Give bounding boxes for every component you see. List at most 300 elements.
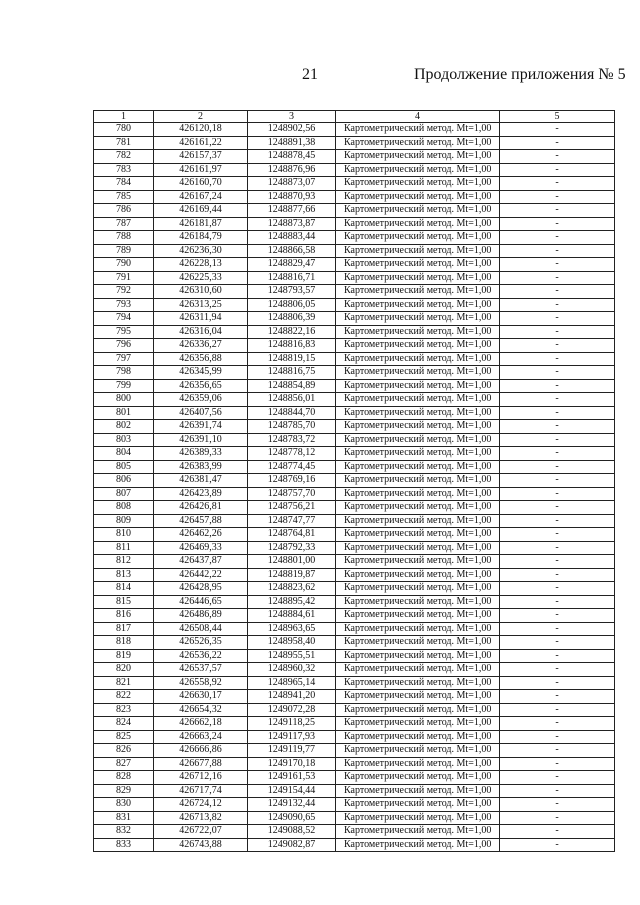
y-coordinate-cell: 1249082,87 (248, 838, 336, 852)
point-number-cell: 806 (94, 474, 154, 488)
table-row (94, 676, 615, 690)
point-number-cell: 818 (94, 636, 154, 650)
table-row (94, 420, 615, 434)
x-coordinate-cell: 426383,99 (154, 460, 248, 474)
y-coordinate-cell: 1248870,93 (248, 190, 336, 204)
method-cell: Картометрический метод. Mt=1,00 (336, 582, 500, 596)
method-cell: Картометрический метод. Mt=1,00 (336, 177, 500, 191)
x-coordinate-cell: 426446,65 (154, 595, 248, 609)
point-number-cell: 799 (94, 379, 154, 393)
point-number-cell: 786 (94, 204, 154, 218)
y-coordinate-cell: 1248793,57 (248, 285, 336, 299)
y-coordinate-cell: 1249072,28 (248, 703, 336, 717)
note-cell: - (500, 204, 615, 218)
y-coordinate-cell: 1249154,44 (248, 784, 336, 798)
note-cell: - (500, 339, 615, 353)
y-coordinate-cell: 1248819,15 (248, 352, 336, 366)
x-coordinate-cell: 426426,81 (154, 501, 248, 515)
note-cell: - (500, 487, 615, 501)
point-number-cell: 796 (94, 339, 154, 353)
method-cell: Картометрический метод. Mt=1,00 (336, 379, 500, 393)
table-row (94, 150, 615, 164)
table-row (94, 217, 615, 231)
point-number-cell: 826 (94, 744, 154, 758)
method-cell: Картометрический метод. Mt=1,00 (336, 271, 500, 285)
point-number-cell: 824 (94, 717, 154, 731)
method-cell: Картометрический метод. Mt=1,00 (336, 217, 500, 231)
x-coordinate-cell: 426663,24 (154, 730, 248, 744)
method-cell: Картометрический метод. Mt=1,00 (336, 190, 500, 204)
note-cell: - (500, 568, 615, 582)
y-coordinate-cell: 1248816,71 (248, 271, 336, 285)
x-coordinate-cell: 426169,44 (154, 204, 248, 218)
x-coordinate-cell: 426457,88 (154, 514, 248, 528)
x-coordinate-cell: 426311,94 (154, 312, 248, 326)
y-coordinate-cell: 1249170,18 (248, 757, 336, 771)
x-coordinate-cell: 426316,04 (154, 325, 248, 339)
page-number: 21 (302, 66, 318, 83)
point-number-cell: 823 (94, 703, 154, 717)
point-number-cell: 815 (94, 595, 154, 609)
x-coordinate-cell: 426167,24 (154, 190, 248, 204)
point-number-cell: 794 (94, 312, 154, 326)
table-row (94, 622, 615, 636)
x-coordinate-cell: 426160,70 (154, 177, 248, 191)
table-row (94, 555, 615, 569)
point-number-cell: 800 (94, 393, 154, 407)
method-cell: Картометрический метод. Mt=1,00 (336, 352, 500, 366)
y-coordinate-cell: 1248877,66 (248, 204, 336, 218)
point-number-cell: 827 (94, 757, 154, 771)
method-cell: Картометрический метод. Mt=1,00 (336, 447, 500, 461)
x-coordinate-cell: 426743,88 (154, 838, 248, 852)
x-coordinate-cell: 426336,27 (154, 339, 248, 353)
x-coordinate-cell: 426389,33 (154, 447, 248, 461)
y-coordinate-cell: 1248941,20 (248, 690, 336, 704)
method-cell: Картометрический метод. Mt=1,00 (336, 514, 500, 528)
y-coordinate-cell: 1249117,93 (248, 730, 336, 744)
note-cell: - (500, 730, 615, 744)
method-cell: Картометрический метод. Mt=1,00 (336, 798, 500, 812)
method-cell: Картометрический метод. Mt=1,00 (336, 460, 500, 474)
x-coordinate-cell: 426536,22 (154, 649, 248, 663)
table-row (94, 433, 615, 447)
note-cell: - (500, 190, 615, 204)
point-number-cell: 810 (94, 528, 154, 542)
method-cell: Картометрический метод. Mt=1,00 (336, 825, 500, 839)
y-coordinate-cell: 1249118,25 (248, 717, 336, 731)
method-cell: Картометрический метод. Mt=1,00 (336, 663, 500, 677)
method-cell: Картометрический метод. Mt=1,00 (336, 649, 500, 663)
point-number-cell: 803 (94, 433, 154, 447)
y-coordinate-cell: 1248756,21 (248, 501, 336, 515)
note-cell: - (500, 690, 615, 704)
y-coordinate-cell: 1248884,61 (248, 609, 336, 623)
note-cell: - (500, 663, 615, 677)
table-row (94, 784, 615, 798)
table-row (94, 136, 615, 150)
table-row (94, 231, 615, 245)
table-row (94, 609, 615, 623)
y-coordinate-cell: 1248856,01 (248, 393, 336, 407)
method-cell: Картометрический метод. Mt=1,00 (336, 420, 500, 434)
y-coordinate-cell: 1249132,44 (248, 798, 336, 812)
column-header: 5 (500, 111, 615, 123)
method-cell: Картометрический метод. Mt=1,00 (336, 244, 500, 258)
note-cell: - (500, 717, 615, 731)
y-coordinate-cell: 1248891,38 (248, 136, 336, 150)
x-coordinate-cell: 426225,33 (154, 271, 248, 285)
x-coordinate-cell: 426228,13 (154, 258, 248, 272)
table-row (94, 595, 615, 609)
method-cell: Картометрический метод. Mt=1,00 (336, 744, 500, 758)
x-coordinate-cell: 426423,89 (154, 487, 248, 501)
x-coordinate-cell: 426469,33 (154, 541, 248, 555)
y-coordinate-cell: 1248785,70 (248, 420, 336, 434)
note-cell: - (500, 555, 615, 569)
point-number-cell: 829 (94, 784, 154, 798)
x-coordinate-cell: 426537,57 (154, 663, 248, 677)
note-cell: - (500, 352, 615, 366)
x-coordinate-cell: 426630,17 (154, 690, 248, 704)
method-cell: Картометрический метод. Mt=1,00 (336, 676, 500, 690)
note-cell: - (500, 298, 615, 312)
method-cell: Картометрический метод. Mt=1,00 (336, 285, 500, 299)
y-coordinate-cell: 1248963,65 (248, 622, 336, 636)
x-coordinate-cell: 426437,87 (154, 555, 248, 569)
method-cell: Картометрический метод. Mt=1,00 (336, 622, 500, 636)
note-cell: - (500, 379, 615, 393)
table-body (94, 123, 615, 852)
note-cell: - (500, 622, 615, 636)
point-number-cell: 831 (94, 811, 154, 825)
method-cell: Картометрический метод. Mt=1,00 (336, 433, 500, 447)
table-row (94, 163, 615, 177)
method-cell: Картометрический метод. Mt=1,00 (336, 393, 500, 407)
point-number-cell: 793 (94, 298, 154, 312)
x-coordinate-cell: 426442,22 (154, 568, 248, 582)
x-coordinate-cell: 426161,97 (154, 163, 248, 177)
y-coordinate-cell: 1248769,16 (248, 474, 336, 488)
x-coordinate-cell: 426181,87 (154, 217, 248, 231)
point-number-cell: 792 (94, 285, 154, 299)
point-number-cell: 814 (94, 582, 154, 596)
note-cell: - (500, 528, 615, 542)
note-cell: - (500, 312, 615, 326)
note-cell: - (500, 838, 615, 852)
point-number-cell: 805 (94, 460, 154, 474)
x-coordinate-cell: 426428,95 (154, 582, 248, 596)
table-row (94, 541, 615, 555)
point-number-cell: 798 (94, 366, 154, 380)
column-header: 1 (94, 111, 154, 123)
table-row (94, 663, 615, 677)
method-cell: Картометрический метод. Mt=1,00 (336, 150, 500, 164)
note-cell: - (500, 474, 615, 488)
method-cell: Картометрический метод. Mt=1,00 (336, 501, 500, 515)
table-row (94, 123, 615, 137)
note-cell: - (500, 676, 615, 690)
table-row (94, 825, 615, 839)
y-coordinate-cell: 1248757,70 (248, 487, 336, 501)
point-number-cell: 825 (94, 730, 154, 744)
method-cell: Картометрический метод. Mt=1,00 (336, 811, 500, 825)
y-coordinate-cell: 1248955,51 (248, 649, 336, 663)
y-coordinate-cell: 1248895,42 (248, 595, 336, 609)
point-number-cell: 804 (94, 447, 154, 461)
table-row (94, 568, 615, 582)
table-row (94, 393, 615, 407)
method-cell: Картометрический метод. Mt=1,00 (336, 838, 500, 852)
table-row (94, 703, 615, 717)
note-cell: - (500, 541, 615, 555)
method-cell: Картометрический метод. Mt=1,00 (336, 703, 500, 717)
x-coordinate-cell: 426359,06 (154, 393, 248, 407)
note-cell: - (500, 609, 615, 623)
point-number-cell: 832 (94, 825, 154, 839)
note-cell: - (500, 514, 615, 528)
table-row (94, 204, 615, 218)
appendix-title: Продолжение приложения № 5 (414, 66, 626, 83)
point-number-cell: 790 (94, 258, 154, 272)
note-cell: - (500, 163, 615, 177)
method-cell: Картометрический метод. Mt=1,00 (336, 717, 500, 731)
y-coordinate-cell: 1248829,47 (248, 258, 336, 272)
x-coordinate-cell: 426391,74 (154, 420, 248, 434)
x-coordinate-cell: 426722,07 (154, 825, 248, 839)
point-number-cell: 812 (94, 555, 154, 569)
method-cell: Картометрический метод. Mt=1,00 (336, 636, 500, 650)
note-cell: - (500, 501, 615, 515)
point-number-cell: 822 (94, 690, 154, 704)
point-number-cell: 787 (94, 217, 154, 231)
note-cell: - (500, 325, 615, 339)
table-row (94, 514, 615, 528)
table-row (94, 690, 615, 704)
table-row (94, 582, 615, 596)
point-number-cell: 802 (94, 420, 154, 434)
y-coordinate-cell: 1248878,45 (248, 150, 336, 164)
note-cell: - (500, 582, 615, 596)
method-cell: Картометрический метод. Mt=1,00 (336, 298, 500, 312)
y-coordinate-cell: 1248854,89 (248, 379, 336, 393)
x-coordinate-cell: 426356,65 (154, 379, 248, 393)
point-number-cell: 785 (94, 190, 154, 204)
note-cell: - (500, 636, 615, 650)
y-coordinate-cell: 1248822,16 (248, 325, 336, 339)
x-coordinate-cell: 426236,30 (154, 244, 248, 258)
y-coordinate-cell: 1248873,07 (248, 177, 336, 191)
method-cell: Картометрический метод. Mt=1,00 (336, 325, 500, 339)
x-coordinate-cell: 426356,88 (154, 352, 248, 366)
point-number-cell: 821 (94, 676, 154, 690)
method-cell: Картометрический метод. Mt=1,00 (336, 487, 500, 501)
note-cell: - (500, 757, 615, 771)
note-cell: - (500, 811, 615, 825)
note-cell: - (500, 784, 615, 798)
method-cell: Картометрический метод. Mt=1,00 (336, 609, 500, 623)
x-coordinate-cell: 426508,44 (154, 622, 248, 636)
method-cell: Картометрический метод. Mt=1,00 (336, 730, 500, 744)
y-coordinate-cell: 1248816,75 (248, 366, 336, 380)
note-cell: - (500, 798, 615, 812)
point-number-cell: 789 (94, 244, 154, 258)
point-number-cell: 809 (94, 514, 154, 528)
y-coordinate-cell: 1248873,87 (248, 217, 336, 231)
table-row (94, 717, 615, 731)
note-cell: - (500, 595, 615, 609)
point-number-cell: 811 (94, 541, 154, 555)
table-row (94, 757, 615, 771)
note-cell: - (500, 744, 615, 758)
note-cell: - (500, 231, 615, 245)
table-row (94, 811, 615, 825)
y-coordinate-cell: 1248806,05 (248, 298, 336, 312)
method-cell: Картометрический метод. Mt=1,00 (336, 258, 500, 272)
note-cell: - (500, 433, 615, 447)
table-row (94, 447, 615, 461)
y-coordinate-cell: 1248823,62 (248, 582, 336, 596)
y-coordinate-cell: 1249088,52 (248, 825, 336, 839)
x-coordinate-cell: 426486,89 (154, 609, 248, 623)
note-cell: - (500, 771, 615, 785)
table-row (94, 771, 615, 785)
column-header: 3 (248, 111, 336, 123)
y-coordinate-cell: 1248819,87 (248, 568, 336, 582)
x-coordinate-cell: 426407,56 (154, 406, 248, 420)
point-number-cell: 780 (94, 123, 154, 137)
x-coordinate-cell: 426120,18 (154, 123, 248, 137)
note-cell: - (500, 406, 615, 420)
table-row (94, 649, 615, 663)
x-coordinate-cell: 426712,16 (154, 771, 248, 785)
point-number-cell: 783 (94, 163, 154, 177)
table-row (94, 244, 615, 258)
point-number-cell: 830 (94, 798, 154, 812)
method-cell: Картометрический метод. Mt=1,00 (336, 204, 500, 218)
x-coordinate-cell: 426381,47 (154, 474, 248, 488)
note-cell: - (500, 649, 615, 663)
point-number-cell: 797 (94, 352, 154, 366)
point-number-cell: 791 (94, 271, 154, 285)
table-row (94, 339, 615, 353)
table-row (94, 636, 615, 650)
method-cell: Картометрический метод. Mt=1,00 (336, 595, 500, 609)
point-number-cell: 833 (94, 838, 154, 852)
point-number-cell: 807 (94, 487, 154, 501)
point-number-cell: 795 (94, 325, 154, 339)
x-coordinate-cell: 426526,35 (154, 636, 248, 650)
method-cell: Картометрический метод. Mt=1,00 (336, 366, 500, 380)
y-coordinate-cell: 1248792,33 (248, 541, 336, 555)
point-number-cell: 784 (94, 177, 154, 191)
table-row (94, 474, 615, 488)
y-coordinate-cell: 1248806,39 (248, 312, 336, 326)
y-coordinate-cell: 1248844,70 (248, 406, 336, 420)
method-cell: Картометрический метод. Mt=1,00 (336, 339, 500, 353)
y-coordinate-cell: 1249090,65 (248, 811, 336, 825)
method-cell: Картометрический метод. Mt=1,00 (336, 690, 500, 704)
note-cell: - (500, 258, 615, 272)
x-coordinate-cell: 426310,60 (154, 285, 248, 299)
y-coordinate-cell: 1249119,77 (248, 744, 336, 758)
y-coordinate-cell: 1248747,77 (248, 514, 336, 528)
table-row (94, 352, 615, 366)
method-cell: Картометрический метод. Mt=1,00 (336, 231, 500, 245)
note-cell: - (500, 271, 615, 285)
y-coordinate-cell: 1249161,53 (248, 771, 336, 785)
method-cell: Картометрический метод. Mt=1,00 (336, 474, 500, 488)
table-row (94, 298, 615, 312)
note-cell: - (500, 825, 615, 839)
x-coordinate-cell: 426713,82 (154, 811, 248, 825)
note-cell: - (500, 703, 615, 717)
table-row (94, 487, 615, 501)
point-number-cell: 801 (94, 406, 154, 420)
method-cell: Картометрический метод. Mt=1,00 (336, 312, 500, 326)
table-header-row (94, 111, 615, 123)
x-coordinate-cell: 426724,12 (154, 798, 248, 812)
note-cell: - (500, 177, 615, 191)
note-cell: - (500, 217, 615, 231)
method-cell: Картометрический метод. Mt=1,00 (336, 136, 500, 150)
method-cell: Картометрический метод. Mt=1,00 (336, 406, 500, 420)
table-row (94, 190, 615, 204)
table-row (94, 285, 615, 299)
table-row (94, 730, 615, 744)
x-coordinate-cell: 426558,92 (154, 676, 248, 690)
x-coordinate-cell: 426677,88 (154, 757, 248, 771)
table-row (94, 406, 615, 420)
table-row (94, 258, 615, 272)
y-coordinate-cell: 1248902,56 (248, 123, 336, 137)
note-cell: - (500, 136, 615, 150)
method-cell: Картометрический метод. Mt=1,00 (336, 163, 500, 177)
method-cell: Картометрический метод. Mt=1,00 (336, 541, 500, 555)
method-cell: Картометрический метод. Mt=1,00 (336, 784, 500, 798)
y-coordinate-cell: 1248866,58 (248, 244, 336, 258)
note-cell: - (500, 150, 615, 164)
y-coordinate-cell: 1248774,45 (248, 460, 336, 474)
note-cell: - (500, 123, 615, 137)
table-row (94, 325, 615, 339)
point-number-cell: 828 (94, 771, 154, 785)
method-cell: Картометрический метод. Mt=1,00 (336, 568, 500, 582)
point-number-cell: 816 (94, 609, 154, 623)
point-number-cell: 788 (94, 231, 154, 245)
point-number-cell: 820 (94, 663, 154, 677)
table-row (94, 177, 615, 191)
x-coordinate-cell: 426462,26 (154, 528, 248, 542)
note-cell: - (500, 393, 615, 407)
note-cell: - (500, 420, 615, 434)
point-number-cell: 819 (94, 649, 154, 663)
point-number-cell: 781 (94, 136, 154, 150)
method-cell: Картометрический метод. Mt=1,00 (336, 528, 500, 542)
x-coordinate-cell: 426654,32 (154, 703, 248, 717)
y-coordinate-cell: 1248965,14 (248, 676, 336, 690)
point-number-cell: 813 (94, 568, 154, 582)
table-row (94, 744, 615, 758)
x-coordinate-cell: 426662,18 (154, 717, 248, 731)
table-row (94, 838, 615, 852)
y-coordinate-cell: 1248783,72 (248, 433, 336, 447)
x-coordinate-cell: 426313,25 (154, 298, 248, 312)
table-row (94, 528, 615, 542)
y-coordinate-cell: 1248958,40 (248, 636, 336, 650)
y-coordinate-cell: 1248816,83 (248, 339, 336, 353)
y-coordinate-cell: 1248876,96 (248, 163, 336, 177)
